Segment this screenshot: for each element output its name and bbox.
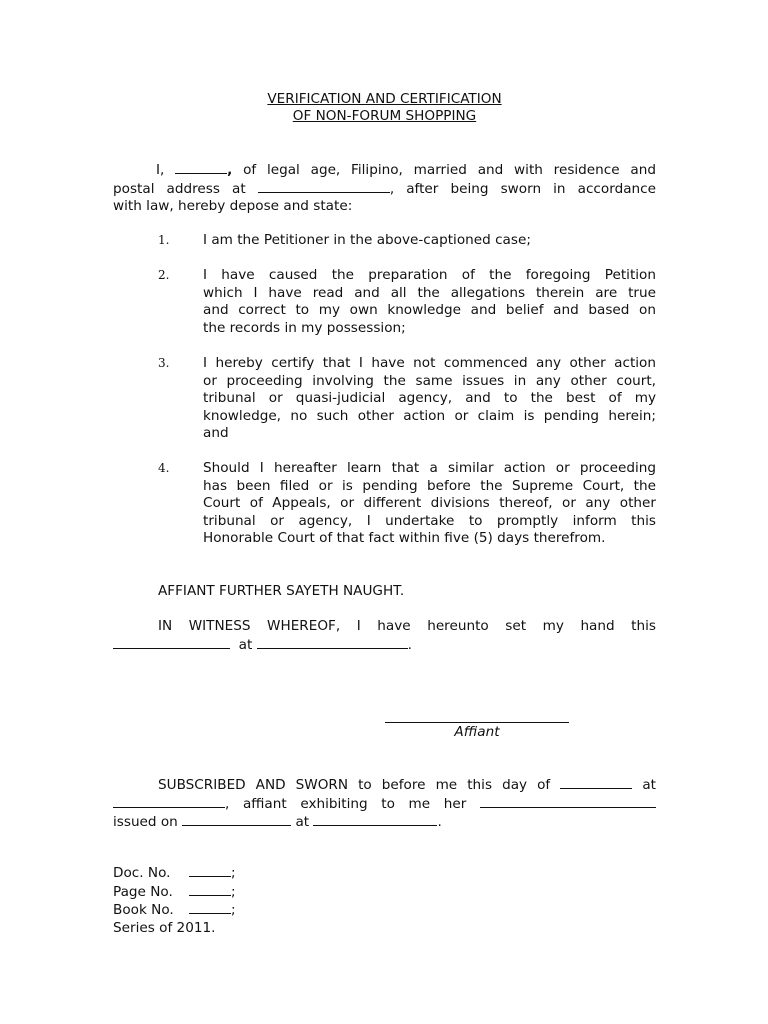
affiant-label: Affiant bbox=[454, 724, 500, 740]
place-blank bbox=[257, 636, 408, 649]
intro-line-3: with law, hereby depose and state: bbox=[113, 198, 353, 215]
intro-paragraph bbox=[113, 161, 656, 216]
jurat-place-blank bbox=[113, 795, 225, 808]
date-blank bbox=[113, 636, 230, 649]
intro-line-2: postal address at , after being sworn in accordance bbox=[113, 180, 656, 197]
intro-line-1: I, , of legal age, Filipino, married and with residence and bbox=[156, 162, 656, 178]
issued-place-blank bbox=[313, 813, 437, 826]
item-number: 4. bbox=[158, 461, 170, 475]
title-line-1: VERIFICATION AND CERTIFICATION bbox=[267, 91, 502, 107]
affiant-signature-line bbox=[385, 722, 569, 723]
doc-no-row: Doc. No. ; bbox=[113, 865, 236, 881]
affiant-further-sayeth: AFFIANT FURTHER SAYETH NAUGHT. bbox=[158, 583, 405, 599]
book-no-row: Book No. ; bbox=[113, 902, 236, 919]
name-blank bbox=[175, 161, 227, 174]
series-row: Series of 2011. bbox=[113, 919, 216, 936]
intro-i-label: I, bbox=[156, 162, 165, 178]
address-blank bbox=[258, 180, 390, 193]
day-blank bbox=[560, 776, 632, 789]
item-number: 1. bbox=[158, 233, 170, 247]
title-line-2: OF NON-FORUM SHOPPING bbox=[292, 108, 477, 124]
intro-line-1-rest: of legal age, Filipino, married and with residence and bbox=[243, 162, 656, 178]
witness-paragraph: IN WITNESS WHEREOF, I have hereunto set my hand this at . bbox=[113, 618, 656, 654]
notarial-details bbox=[113, 864, 313, 937]
page-no-row: Page No. ; bbox=[113, 883, 236, 900]
item-number: 2. bbox=[158, 268, 170, 282]
issued-date-blank bbox=[182, 813, 291, 826]
id-blank bbox=[480, 795, 656, 808]
item-number: 3. bbox=[158, 356, 170, 370]
jurat-paragraph: SUBSCRIBED AND SWORN to before me this day of at , affiant exhibiting to me her issued on at . bbox=[113, 777, 656, 831]
